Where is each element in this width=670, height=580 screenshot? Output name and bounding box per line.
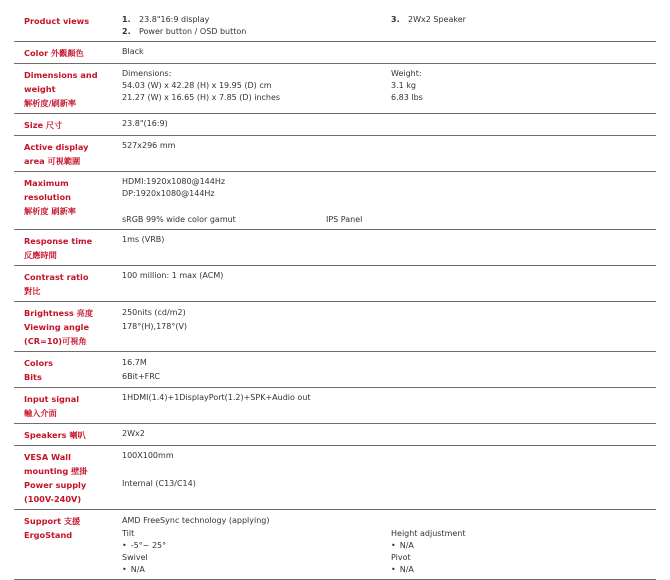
- power-supply-value: Internal (C13/C14): [122, 479, 196, 488]
- row-label: [14, 306, 121, 348]
- label-text: Size 尺寸: [24, 120, 63, 130]
- row-label: [14, 450, 121, 506]
- item-text: Power button / OSD button: [139, 27, 247, 36]
- row-label: [14, 356, 121, 384]
- panel-type: IPS Panel: [326, 215, 363, 224]
- label-text: 解析度 刷新率: [24, 206, 76, 216]
- value-text: 527x296 mm: [122, 141, 176, 150]
- viewing-angle-value: 178°(H),178°(V): [122, 322, 188, 331]
- row-label: [14, 270, 121, 298]
- label-text: ErgoStand: [24, 530, 73, 540]
- row-label: [14, 428, 121, 442]
- row-product-views: [14, 11, 656, 42]
- row-label: [14, 46, 121, 60]
- label-text: Product views: [24, 16, 90, 26]
- row-value: [121, 392, 656, 420]
- row-contrast: [14, 266, 656, 302]
- label-text: Dimensions and: [24, 70, 98, 80]
- label-text: Active display: [24, 142, 89, 152]
- label-text: VESA Wall: [24, 452, 71, 462]
- list-item: [122, 14, 391, 26]
- label-text: (100V-240V): [24, 494, 82, 504]
- row-label: [14, 234, 121, 262]
- row-input-signal: [14, 388, 656, 424]
- item-number: 3.: [391, 15, 400, 24]
- label-text: Speakers 喇叭: [24, 430, 86, 440]
- spec-sheet: [14, 11, 656, 580]
- weight-kg: 3.1 kg: [391, 81, 416, 90]
- label-text: Power supply: [24, 480, 87, 490]
- row-value: [121, 306, 656, 348]
- row-brightness: [14, 302, 656, 352]
- row-speakers: [14, 424, 656, 446]
- item-number: 2.: [122, 27, 131, 36]
- dp-resolution: DP:1920x1080@144Hz: [122, 189, 215, 198]
- row-label: [14, 118, 121, 132]
- label-text: Input signal: [24, 394, 80, 404]
- value-text: 100 million: 1 max (ACM): [122, 271, 224, 280]
- row-response-time: [14, 230, 656, 266]
- label-text: area 可視範圍: [24, 156, 81, 166]
- label-text: Brightness 亮度: [24, 308, 94, 318]
- item-number: 1.: [122, 15, 131, 24]
- freesync-value: AMD FreeSync technology (applying): [122, 516, 270, 525]
- label-text: 輸入介面: [24, 408, 57, 418]
- row-label: [14, 14, 121, 38]
- row-value: [121, 428, 656, 442]
- row-max-resolution: [14, 172, 656, 230]
- height-heading: Height adjustment: [391, 529, 466, 538]
- weight-lbs: 6.83 lbs: [391, 93, 423, 102]
- label-text: Contrast ratio: [24, 272, 89, 282]
- label-text: mounting 壁掛: [24, 466, 88, 476]
- row-colors: [14, 352, 656, 388]
- swivel-value: • N/A: [122, 564, 391, 576]
- swivel-heading: Swivel: [122, 553, 148, 562]
- label-text: weight: [24, 84, 56, 94]
- row-support-ergostand: [14, 510, 656, 580]
- value-text: 23.8"(16:9): [122, 119, 168, 128]
- row-label: [14, 514, 121, 576]
- row-value: [121, 176, 656, 226]
- vesa-value: 100X100mm: [122, 451, 174, 460]
- row-value: [121, 140, 656, 168]
- value-text: 2Wx2: [122, 429, 145, 438]
- label-text: 解析度/刷新率: [24, 98, 77, 108]
- label-text: resolution: [24, 192, 71, 202]
- pivot-value: • N/A: [391, 564, 656, 576]
- row-value: [121, 234, 656, 262]
- brightness-value: 250nits (cd/m2): [122, 308, 186, 317]
- label-text: Support 支援: [24, 516, 81, 526]
- label-text: Bits: [24, 372, 42, 382]
- row-size: [14, 114, 656, 136]
- hdmi-resolution: HDMI:1920x1080@144Hz: [122, 177, 226, 186]
- value-text: 1HDMI(1.4)+1DisplayPort(1.2)+SPK+Audio out: [122, 393, 311, 402]
- row-value: [121, 270, 656, 298]
- height-value: • N/A: [391, 540, 656, 552]
- label-text: (CR=10)可視角: [24, 336, 87, 346]
- row-value: [121, 118, 656, 132]
- weight-heading: Weight:: [391, 69, 422, 78]
- row-dimensions: [14, 64, 656, 114]
- item-text: 2Wx2 Speaker: [408, 15, 466, 24]
- row-vesa-power: [14, 446, 656, 510]
- row-value: [121, 14, 656, 38]
- colors-value: 16.7M: [122, 358, 147, 367]
- list-item: [391, 14, 656, 26]
- dimensions-cm: 54.03 (W) x 42.28 (H) x 19.95 (D) cm: [122, 81, 272, 90]
- label-text: 對比: [24, 286, 41, 296]
- row-value: [121, 450, 656, 506]
- row-label: [14, 392, 121, 420]
- row-value: [121, 68, 656, 110]
- label-text: Maximum: [24, 178, 69, 188]
- value-text: Black: [122, 47, 144, 56]
- label-text: Response time: [24, 236, 93, 246]
- row-label: [14, 140, 121, 168]
- dimensions-heading: Dimensions:: [122, 69, 172, 78]
- dimensions-inches: 21.27 (W) x 16.65 (H) x 7.85 (D) inches: [122, 93, 281, 102]
- bits-value: 6Bit+FRC: [122, 372, 160, 381]
- row-value: [121, 514, 656, 576]
- row-active-area: [14, 136, 656, 172]
- value-text: 1ms (VRB): [122, 235, 165, 244]
- row-color: [14, 42, 656, 64]
- row-label: [14, 68, 121, 110]
- label-text: Colors: [24, 358, 53, 368]
- item-text: 23.8"16:9 display: [139, 15, 210, 24]
- tilt-heading: Tilt: [122, 529, 135, 538]
- list-item: [122, 26, 391, 38]
- label-text: Viewing angle: [24, 322, 90, 332]
- row-value: [121, 46, 656, 60]
- row-value: [121, 356, 656, 384]
- color-gamut: sRGB 99% wide color gamut: [122, 215, 236, 224]
- tilt-value: • -5°~ 25°: [122, 540, 391, 552]
- pivot-heading: Pivot: [391, 553, 411, 562]
- label-text: 反應時間: [24, 250, 57, 260]
- label-text: Color 外觀顏色: [24, 48, 84, 58]
- row-label: [14, 176, 121, 226]
